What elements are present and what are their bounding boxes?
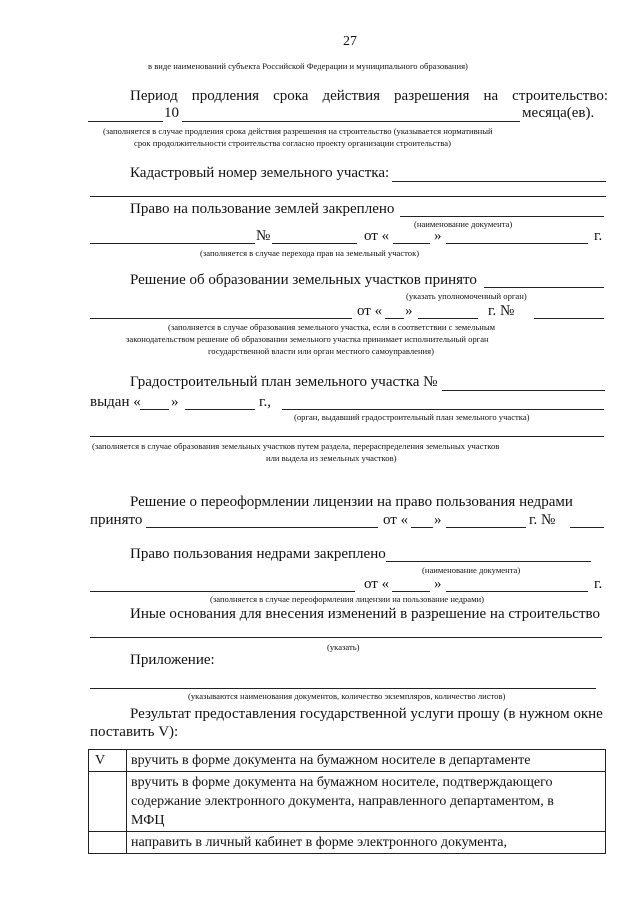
land-right-name-field[interactable] (90, 243, 255, 244)
gpzu-issued: выдан « (90, 394, 141, 410)
license-from: от « (383, 512, 409, 528)
other-grounds-field[interactable] (90, 637, 602, 638)
extension-label: Период продления срока действия разрешения на строительство: (130, 88, 608, 104)
result-option-row[interactable] (89, 750, 606, 772)
land-right-label: Право на пользование землей закреплено (130, 201, 395, 217)
other-grounds-label: Иные основания для внесения изменений в разрешение на строительство (130, 606, 601, 622)
subsoil-name-field[interactable] (90, 591, 355, 592)
land-formation-day-field[interactable] (385, 318, 404, 319)
land-right-doc-field[interactable] (400, 216, 604, 217)
land-formation-note-3: государственной власти или орган местного самоуправления) (208, 346, 434, 356)
land-right-num-sign: № (256, 228, 271, 244)
extension-underline-left (88, 121, 163, 122)
land-right-day-field[interactable] (393, 243, 430, 244)
land-formation-authority-field-2[interactable] (90, 318, 352, 319)
license-authority-field[interactable] (146, 527, 378, 528)
gpzu-note-2: или выдела из земельных участков) (266, 453, 397, 463)
option-1-line-1: вручить в форме документа на бумажном носителе в департаменте (131, 753, 531, 768)
extension-unit: месяца(ев). (522, 105, 595, 121)
land-right-number-field[interactable] (272, 243, 357, 244)
land-formation-year-num: г. № (488, 303, 515, 319)
option-text-2 (127, 772, 606, 832)
license-label: Решение о переоформлении лицензии на право пользования недрами (130, 494, 573, 510)
extension-note-1: (заполняется в случае продления срока действия разрешения на строительство (указывается нормативный (103, 126, 493, 136)
land-right-doc-note: (наименование документа) (414, 219, 513, 229)
land-formation-number-field[interactable] (534, 318, 604, 319)
subsoil-from: от « (364, 576, 390, 592)
option-text-3 (127, 832, 606, 854)
attachment-label: Приложение: (130, 652, 215, 668)
land-right-note: (заполняется в случае перехода прав на земельный участок) (200, 248, 420, 258)
other-grounds-note: (указать) (327, 642, 360, 652)
subsoil-doc-field[interactable] (386, 561, 591, 562)
option-text-1 (127, 750, 606, 772)
page-number: 27 (343, 34, 357, 49)
gpzu-month-field[interactable] (185, 409, 255, 410)
result-options-table (88, 749, 606, 854)
license-close-quote: » (434, 512, 442, 528)
land-formation-note-1: (заполняется в случае образования земельного участка, если в соответствии с земельным (168, 322, 496, 332)
result-line-2: поставить V): (90, 724, 179, 740)
attachment-note: (указываются наименования документов, количество экземпляров, количество листов) (188, 691, 506, 701)
option-3-line-1: направить в личный кабинет в форме электронного документа, (131, 835, 507, 850)
license-accepted: принято (90, 512, 143, 528)
subsoil-year: г. (594, 576, 603, 592)
option-2-line-2: содержание электронного документа, направленного департаментом, в (131, 794, 554, 809)
extension-underline-right (182, 121, 520, 122)
option-2-line-1: вручить в форме документа на бумажном носителе, подтверждающего (131, 775, 553, 790)
subsoil-label: Право пользования недрами закреплено (130, 546, 386, 562)
subsoil-doc-note: (наименование документа) (422, 565, 521, 575)
land-right-year: г. (594, 228, 603, 244)
license-day-field[interactable] (411, 527, 433, 528)
land-formation-note-2: законодательством решение об образовании земельного участка принимает исполнительный орган (126, 334, 489, 344)
subsoil-close-quote: » (434, 576, 442, 592)
license-month-field[interactable] (446, 527, 526, 528)
gpzu-close-quote: » (171, 394, 179, 410)
land-formation-label: Решение об образовании земельных участков принято (130, 272, 477, 288)
cadastral-field[interactable] (392, 181, 606, 182)
gpzu-day-field[interactable] (140, 409, 169, 410)
cadastral-field-line2[interactable] (90, 196, 606, 197)
land-right-month-field[interactable] (446, 243, 588, 244)
gpzu-organ-field[interactable] (282, 409, 604, 410)
gpzu-label: Градостроительный план земельного участка № (130, 374, 438, 390)
land-formation-authority-note: (указать уполномоченный орган) (406, 291, 527, 301)
land-formation-close-quote: » (405, 303, 413, 319)
land-formation-authority-field[interactable] (484, 287, 604, 288)
subsoil-day-field[interactable] (392, 591, 430, 592)
land-formation-from: от « (357, 303, 383, 319)
result-option-row[interactable] (89, 832, 606, 854)
gpzu-number-field[interactable] (442, 390, 605, 391)
land-right-from: от « (364, 228, 390, 244)
gpzu-organ-note: (орган, выдавший градостроительный план земельного участка) (294, 412, 530, 422)
gpzu-note-1: (заполняется в случае образования земельных участков путем раздела, перераспределения земельных участков (92, 441, 500, 451)
option-checkbox-2[interactable] (89, 772, 127, 832)
attachment-field[interactable] (90, 688, 596, 689)
subsoil-month-field[interactable] (446, 591, 588, 592)
option-checkbox-1[interactable]: V (89, 750, 127, 772)
extension-note-2: срок продолжительности строительства согласно проекту организации строительства) (134, 138, 451, 148)
extension-value[interactable]: 10 (164, 105, 179, 121)
option-checkbox-3[interactable] (89, 832, 127, 854)
gpzu-year: г., (259, 394, 271, 410)
land-formation-month-field[interactable] (418, 318, 478, 319)
gpzu-organ-field-2[interactable] (90, 436, 604, 437)
subsoil-note: (заполняется в случае переоформления лицензии на пользование недрами) (210, 594, 485, 604)
cadastral-label: Кадастровый номер земельного участка: (130, 165, 390, 181)
license-year-num: г. № (529, 512, 556, 528)
result-line-1: Результат предоставления государственной услуги прошу (в нужном окне (130, 706, 603, 722)
result-option-row[interactable] (89, 772, 606, 832)
option-2-line-3: МФЦ (131, 813, 165, 828)
license-number-field[interactable] (570, 527, 604, 528)
subject-note: в виде наименований субъекта Российской Федерации и муниципального образования) (148, 61, 468, 71)
land-right-close-quote: » (434, 228, 442, 244)
